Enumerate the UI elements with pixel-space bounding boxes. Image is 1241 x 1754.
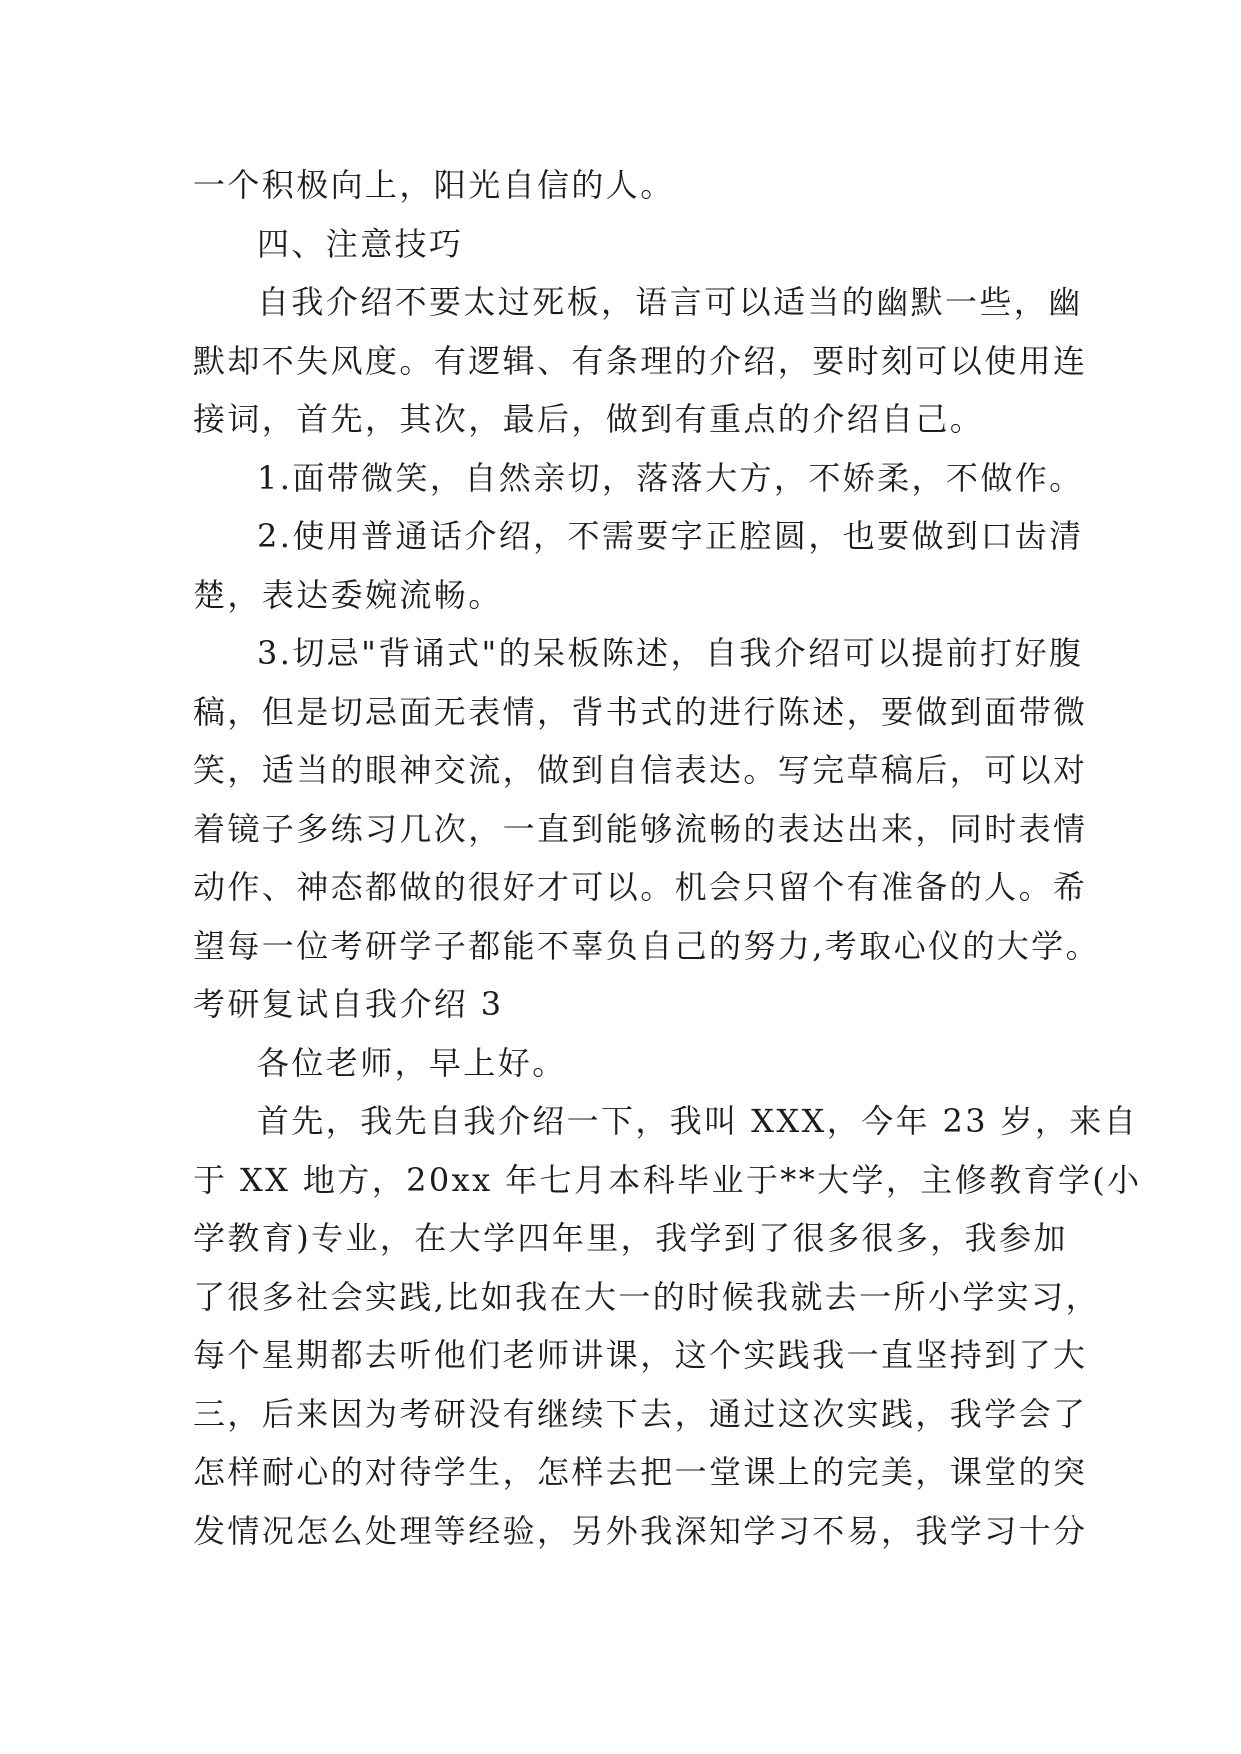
text-line: 学教育)专业，在大学四年里，我学到了很多很多，我参加 (193, 1219, 1068, 1257)
list-item-line: 1.面带微笑，自然亲切，落落大方，不娇柔，不做作。 (257, 458, 1084, 497)
text-line: 一个积极向上，阳光自信的人。 (193, 166, 675, 204)
document-body (193, 156, 1142, 1560)
text-line: 着镜子多练习几次，一直到能够流畅的表达出来，同时表情 (193, 809, 1088, 848)
text-line: 三，后来因为考研没有继续下去，通过这次实践，我学会了 (193, 1394, 1088, 1433)
text-line: 首先，我先自我介绍一下，我叫 XXX，今年 23 岁，来自 (257, 1102, 1139, 1140)
list-item-line: 2.使用普通话介绍，不需要字正腔圆，也要做到口齿清 (257, 517, 1084, 555)
text-line: 稿，但是切忌面无表情，背书式的进行陈述，要做到面带微 (193, 692, 1088, 731)
text-line: 发情况怎么处理等经验，另外我深知学习不易，我学习十分 (193, 1511, 1088, 1550)
text-line: 于 XX 地方，20xx 年七月本科毕业于**大学，主修教育学(小 (193, 1160, 1142, 1199)
section-heading: 四、注意技巧 (257, 224, 464, 263)
list-item-line: 3.切忌"背诵式"的呆板陈述，自我介绍可以提前打好腹 (257, 634, 1084, 672)
text-line: 自我介绍不要太过死板，语言可以适当的幽默一些，幽 (257, 283, 1083, 321)
text-line: 默却不失风度。有逻辑、有条理的介绍，要时刻可以使用连 (193, 341, 1088, 380)
text-line: 各位老师，早上好。 (257, 1043, 567, 1082)
text-line: 了很多社会实践,比如我在大一的时候我就去一所小学实习， (193, 1277, 1100, 1316)
text-line: 每个星期都去听他们老师讲课，这个实践我一直坚持到了大 (193, 1336, 1088, 1374)
text-line: 笑，适当的眼神交流，做到自信表达。写完草稿后，可以对 (193, 751, 1088, 789)
text-line: 楚，表达委婉流畅。 (193, 575, 503, 614)
article-title: 考研复试自我介绍 3 (193, 985, 504, 1023)
text-line: 动作、神态都做的很好才可以。机会只留个有准备的人。希 (193, 868, 1088, 906)
text-line: 望每一位考研学子都能不辜负自己的努力,考取心仪的大学。 (193, 926, 1100, 965)
text-line: 接词，首先，其次，最后，做到有重点的介绍自己。 (193, 400, 985, 438)
text-line: 怎样耐心的对待学生，怎样去把一堂课上的完美，课堂的突 (193, 1453, 1088, 1491)
